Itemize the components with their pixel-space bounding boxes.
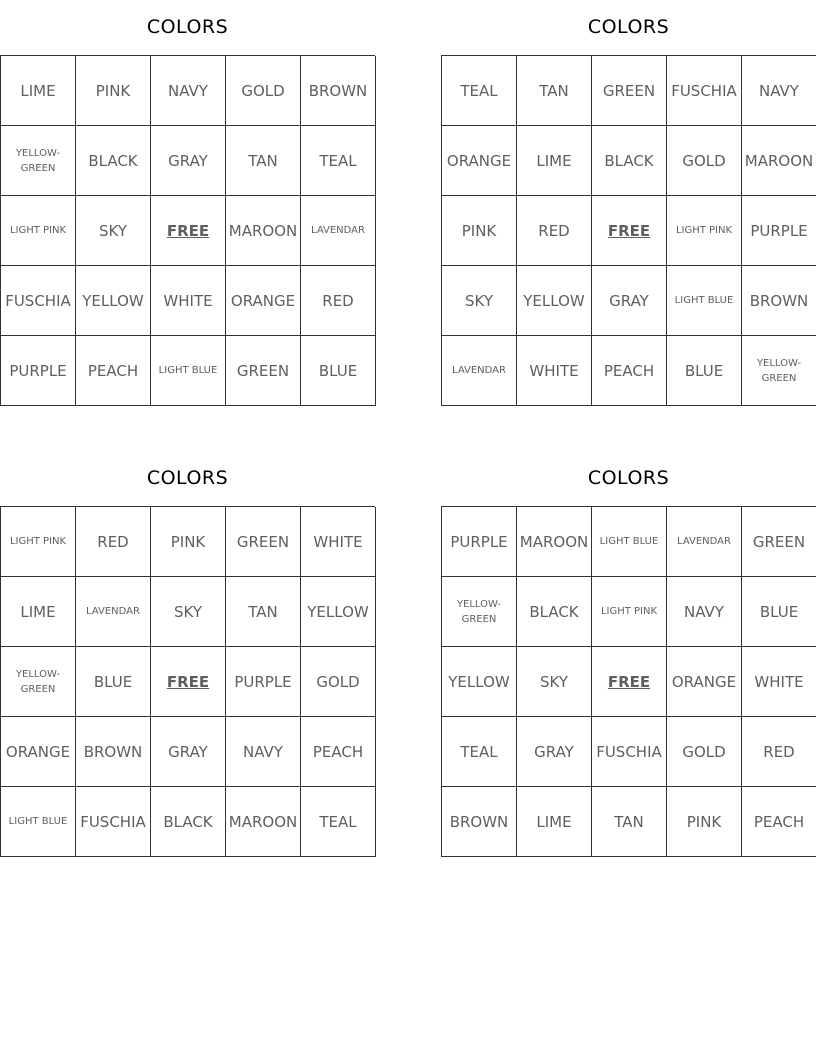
bingo-cell: NAVY [226, 717, 301, 787]
bingo-cell: BROWN [742, 266, 816, 336]
bingo-cell: RED [517, 196, 592, 266]
free-space-cell: FREE [151, 647, 226, 717]
bingo-cell: YELLOW [517, 266, 592, 336]
bingo-cell: GRAY [151, 126, 226, 196]
bingo-cell: PINK [76, 56, 151, 126]
bingo-cell: GRAY [592, 266, 667, 336]
bingo-cell: BROWN [76, 717, 151, 787]
bingo-cell: LIGHT BLUE [1, 787, 76, 857]
bingo-cell: ORANGE [442, 126, 517, 196]
bingo-cell: GOLD [226, 56, 301, 126]
bingo-cell: LIGHT PINK [592, 577, 667, 647]
bingo-cell: YELLOW-GREEN [1, 647, 76, 717]
bingo-cell: BLACK [592, 126, 667, 196]
bingo-cell: PURPLE [1, 336, 76, 406]
bingo-cell: LIME [517, 787, 592, 857]
bingo-cell: YELLOW-GREEN [1, 126, 76, 196]
bingo-cell: PURPLE [442, 507, 517, 577]
bingo-grid [441, 55, 816, 406]
bingo-cell: SKY [517, 647, 592, 717]
bingo-cell: SKY [442, 266, 517, 336]
bingo-cell: MAROON [742, 126, 816, 196]
bingo-cell: FUSCHIA [592, 717, 667, 787]
bingo-grid [0, 506, 375, 857]
bingo-cell: TAN [226, 577, 301, 647]
bingo-cell: FUSCHIA [1, 266, 76, 336]
card-title: COLORS [146, 16, 229, 38]
bingo-cell: YELLOW [76, 266, 151, 336]
bingo-cell: BLUE [742, 577, 816, 647]
bingo-cell: PEACH [592, 336, 667, 406]
bingo-cell: NAVY [742, 56, 816, 126]
bingo-cell: LIGHT PINK [1, 507, 76, 577]
bingo-cell: BLUE [667, 336, 742, 406]
bingo-cell: BLACK [151, 787, 226, 857]
bingo-cell: BLUE [301, 336, 376, 406]
bingo-cell: GREEN [592, 56, 667, 126]
bingo-cell: PEACH [76, 336, 151, 406]
bingo-cell: RED [301, 266, 376, 336]
bingo-cell: ORANGE [667, 647, 742, 717]
bingo-cell: ORANGE [1, 717, 76, 787]
bingo-cell: PURPLE [226, 647, 301, 717]
bingo-cell: LIGHT PINK [667, 196, 742, 266]
bingo-cell: YELLOW [301, 577, 376, 647]
bingo-cell: BROWN [442, 787, 517, 857]
bingo-cell: TEAL [301, 126, 376, 196]
bingo-cell: LIGHT BLUE [151, 336, 226, 406]
bingo-cell: LIGHT PINK [1, 196, 76, 266]
bingo-cell: BROWN [301, 56, 376, 126]
bingo-cell: LAVENDAR [667, 507, 742, 577]
bingo-cell: LAVENDAR [301, 196, 376, 266]
bingo-cell: SKY [151, 577, 226, 647]
card-title: COLORS [587, 467, 670, 489]
bingo-grid [441, 506, 816, 857]
bingo-cell: FUSCHIA [76, 787, 151, 857]
bingo-cell: PINK [442, 196, 517, 266]
bingo-cell: LAVENDAR [442, 336, 517, 406]
bingo-cell: NAVY [151, 56, 226, 126]
bingo-cell: TEAL [301, 787, 376, 857]
bingo-cell: GREEN [226, 507, 301, 577]
bingo-cell: GOLD [667, 717, 742, 787]
bingo-cell: BLUE [76, 647, 151, 717]
bingo-cell: GREEN [742, 507, 816, 577]
free-space-cell: FREE [151, 196, 226, 266]
bingo-cell: PEACH [742, 787, 816, 857]
bingo-cell: MAROON [226, 787, 301, 857]
bingo-cell: GRAY [517, 717, 592, 787]
bingo-cell: PURPLE [742, 196, 816, 266]
bingo-cell: WHITE [742, 647, 816, 717]
card-title: COLORS [146, 467, 229, 489]
bingo-cell: RED [76, 507, 151, 577]
bingo-cell: GOLD [301, 647, 376, 717]
card-title: COLORS [587, 16, 670, 38]
bingo-cell: GREEN [226, 336, 301, 406]
bingo-cell: GRAY [151, 717, 226, 787]
bingo-cell: TAN [592, 787, 667, 857]
bingo-grid [0, 55, 375, 406]
bingo-cell: RED [742, 717, 816, 787]
free-space-cell: FREE [592, 647, 667, 717]
bingo-cell: PEACH [301, 717, 376, 787]
bingo-cell: MAROON [226, 196, 301, 266]
bingo-cell: LIME [1, 56, 76, 126]
bingo-cell: SKY [76, 196, 151, 266]
bingo-cell: LIGHT BLUE [667, 266, 742, 336]
bingo-cell: TAN [517, 56, 592, 126]
bingo-cell: NAVY [667, 577, 742, 647]
bingo-cell: LIME [517, 126, 592, 196]
bingo-cell: LAVENDAR [76, 577, 151, 647]
bingo-cell: TAN [226, 126, 301, 196]
bingo-cell: LIME [1, 577, 76, 647]
bingo-cell: WHITE [301, 507, 376, 577]
bingo-cell: ORANGE [226, 266, 301, 336]
bingo-cell: WHITE [151, 266, 226, 336]
bingo-cell: YELLOW-GREEN [742, 336, 816, 406]
bingo-cell: PINK [667, 787, 742, 857]
bingo-cell: TEAL [442, 717, 517, 787]
bingo-cell: BLACK [517, 577, 592, 647]
bingo-cell: TEAL [442, 56, 517, 126]
bingo-cell: BLACK [76, 126, 151, 196]
bingo-cell: GOLD [667, 126, 742, 196]
bingo-cell: WHITE [517, 336, 592, 406]
bingo-cell: PINK [151, 507, 226, 577]
bingo-cell: YELLOW-GREEN [442, 577, 517, 647]
bingo-cell: FUSCHIA [667, 56, 742, 126]
free-space-cell: FREE [592, 196, 667, 266]
bingo-cell: MAROON [517, 507, 592, 577]
bingo-cell: LIGHT BLUE [592, 507, 667, 577]
bingo-cell: YELLOW [442, 647, 517, 717]
